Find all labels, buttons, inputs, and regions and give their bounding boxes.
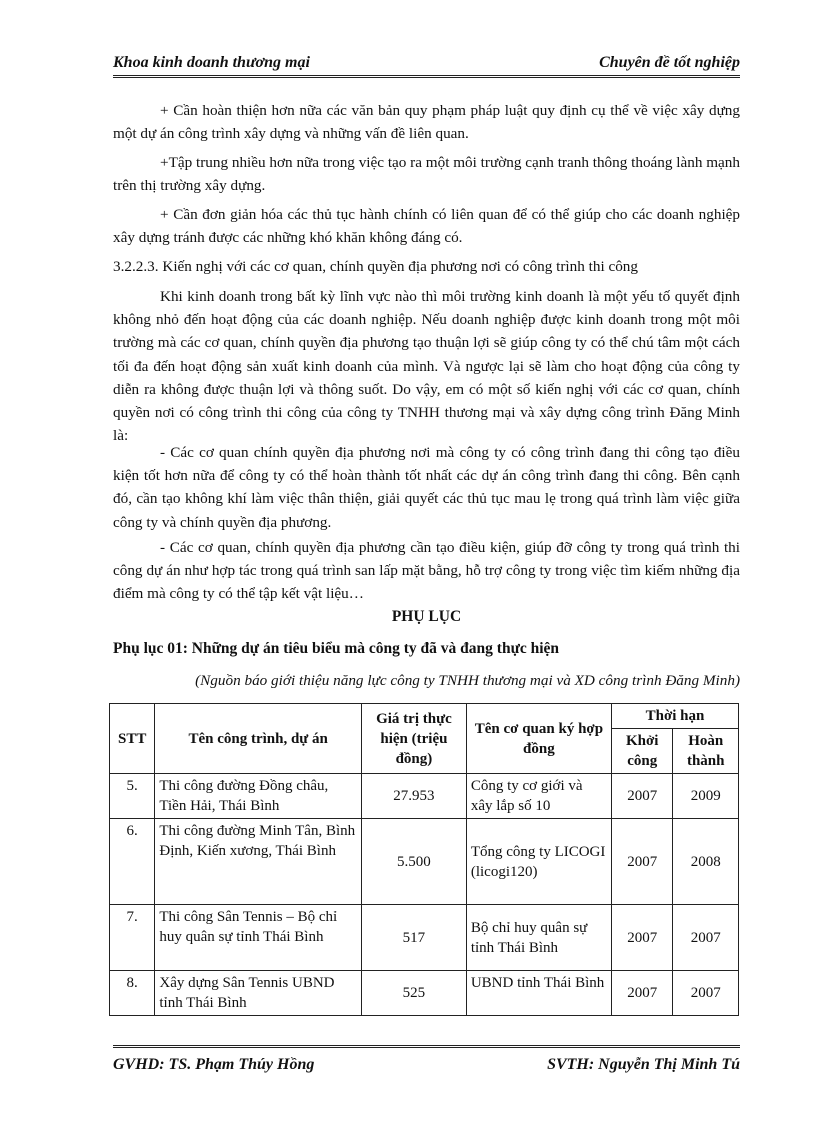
- cell-name: Thi công đường Đồng châu, Tiền Hải, Thái Bình: [155, 774, 362, 819]
- cell-end: 2007: [673, 971, 739, 1016]
- cell-start: 2007: [611, 905, 672, 971]
- cell-agency: UBND tỉnh Thái Bình: [466, 971, 611, 1016]
- page-footer: [113, 1045, 740, 1075]
- cell-value: 27.953: [362, 774, 467, 819]
- cell-end: 2007: [673, 905, 739, 971]
- cell-value: 517: [362, 905, 467, 971]
- header-faculty: Khoa kinh doanh thương mại: [113, 54, 310, 71]
- page-header: [113, 50, 740, 78]
- appendix-title: PHỤ LỤC: [391, 608, 462, 625]
- col-name: Tên công trình, dự án: [155, 704, 362, 774]
- col-end: Hoàn thành: [673, 729, 739, 774]
- appendix-subtitle: Phụ lục 01: Những dự án tiêu biểu mà công ty đã và đang thực hiện: [113, 640, 560, 657]
- cell-value: 5.500: [362, 819, 467, 905]
- paragraph-2: +Tập trung nhiều hơn nữa trong việc tạo ra một môi trường cạnh tranh thông thoáng lành mạnh trên thị trường xây dựng.: [113, 154, 740, 195]
- table-row: [110, 905, 739, 971]
- paragraph-3: + Cần đơn giản hóa các thủ tục hành chính có liên quan để có thể giúp cho các doanh nghiệp xây dựng tránh được các những khó khăn không đáng có.: [113, 206, 740, 247]
- cell-stt: 5.: [110, 774, 155, 819]
- appendix-source: (Nguồn báo giới thiệu năng lực công ty TNHH thương mại và XD công trình Đăng Minh): [195, 672, 740, 689]
- cell-stt: 6.: [110, 819, 155, 905]
- col-period: Thời hạn: [611, 704, 738, 729]
- section-heading: 3.2.2.3. Kiến nghị với các cơ quan, chính quyền địa phương nơi có công trình thi công: [113, 258, 638, 275]
- paragraph-5: - Các cơ quan chính quyền địa phương nơi mà công ty có công trình đang thi công tạo điều kiện tốt hơn nữa để công ty có thể hoàn thành tốt nhất các dự án công trình đang thi công. Bên cạnh đó, cần tạo không khí làm việc thân thiện, giải quyết các thủ tục mau lẹ trong quá trình làm việc giữa công ty và chính quyền địa phương.: [113, 444, 740, 531]
- cell-end: 2009: [673, 774, 739, 819]
- table-row: [110, 774, 739, 819]
- cell-stt: 7.: [110, 905, 155, 971]
- cell-agency: Bộ chỉ huy quân sự tỉnh Thái Bình: [466, 905, 611, 971]
- col-stt: STT: [110, 704, 155, 774]
- col-value: Giá trị thực hiện (triệu đồng): [362, 704, 467, 774]
- col-agency: Tên cơ quan ký hợp đồng: [466, 704, 611, 774]
- cell-name: Thi công Sân Tennis – Bộ chỉ huy quân sự tỉnh Thái Bình: [155, 905, 362, 971]
- col-start: Khởi công: [611, 729, 672, 774]
- cell-start: 2007: [611, 971, 672, 1016]
- paragraph-4: Khi kinh doanh trong bất kỳ lĩnh vực nào thì môi trường kinh doanh là một yếu tố quyết định không nhỏ đến hoạt động của các doanh nghiệp. Nếu doanh nghiệp được kinh doanh trong một môi trường mà các cơ quan, chính quyền địa phương tạo thuận lợi sẽ giúp công ty có thể chú tâm một cách tối đa đến hoạt động sản xuất kinh doanh của mình. Và ngược lại sẽ làm cho hoạt động của công ty diễn ra không được thuận lợi và thông suốt. Do vậy, em có một số kiến nghị với các cơ quan, chính quyền nơi có công trình thi công của công ty TNHH thương mại và xây dựng công trình Đăng Minh là:: [113, 288, 740, 445]
- paragraph-6: - Các cơ quan, chính quyền địa phương cần tạo điều kiện, giúp đỡ công ty trong quá trình thi công dự án như hợp tác trong quá trình san lấp mặt bằng, hỗ trợ công ty trong việc tìm kiếm những địa điểm mà công ty có thể tập kết vật liệu…: [113, 539, 740, 603]
- cell-stt: 8.: [110, 971, 155, 1016]
- cell-start: 2007: [611, 774, 672, 819]
- header-doc-type: Chuyên đề tốt nghiệp: [599, 54, 740, 71]
- cell-agency: Công ty cơ giới và xây lắp số 10: [466, 774, 611, 819]
- cell-value: 525: [362, 971, 467, 1016]
- cell-name: Xây dựng Sân Tennis UBND tỉnh Thái Bình: [155, 971, 362, 1016]
- table-row: [110, 819, 739, 905]
- projects-table: [109, 703, 739, 1016]
- footer-student: SVTH: Nguyễn Thị Minh Tú: [547, 1056, 740, 1073]
- table-row: [110, 971, 739, 1016]
- cell-agency: Tổng công ty LICOGI (licogi120): [466, 819, 611, 905]
- footer-supervisor: GVHD: TS. Phạm Thúy Hồng: [113, 1056, 315, 1073]
- cell-name: Thi công đường Minh Tân, Bình Định, Kiến xương, Thái Bình: [155, 819, 362, 905]
- paragraph-1: + Cần hoàn thiện hơn nữa các văn bản quy phạm pháp luật quy định cụ thể về việc xây dựng một dự án công trình xây dựng và những vấn đề liên quan.: [113, 102, 740, 143]
- cell-start: 2007: [611, 819, 672, 905]
- cell-end: 2008: [673, 819, 739, 905]
